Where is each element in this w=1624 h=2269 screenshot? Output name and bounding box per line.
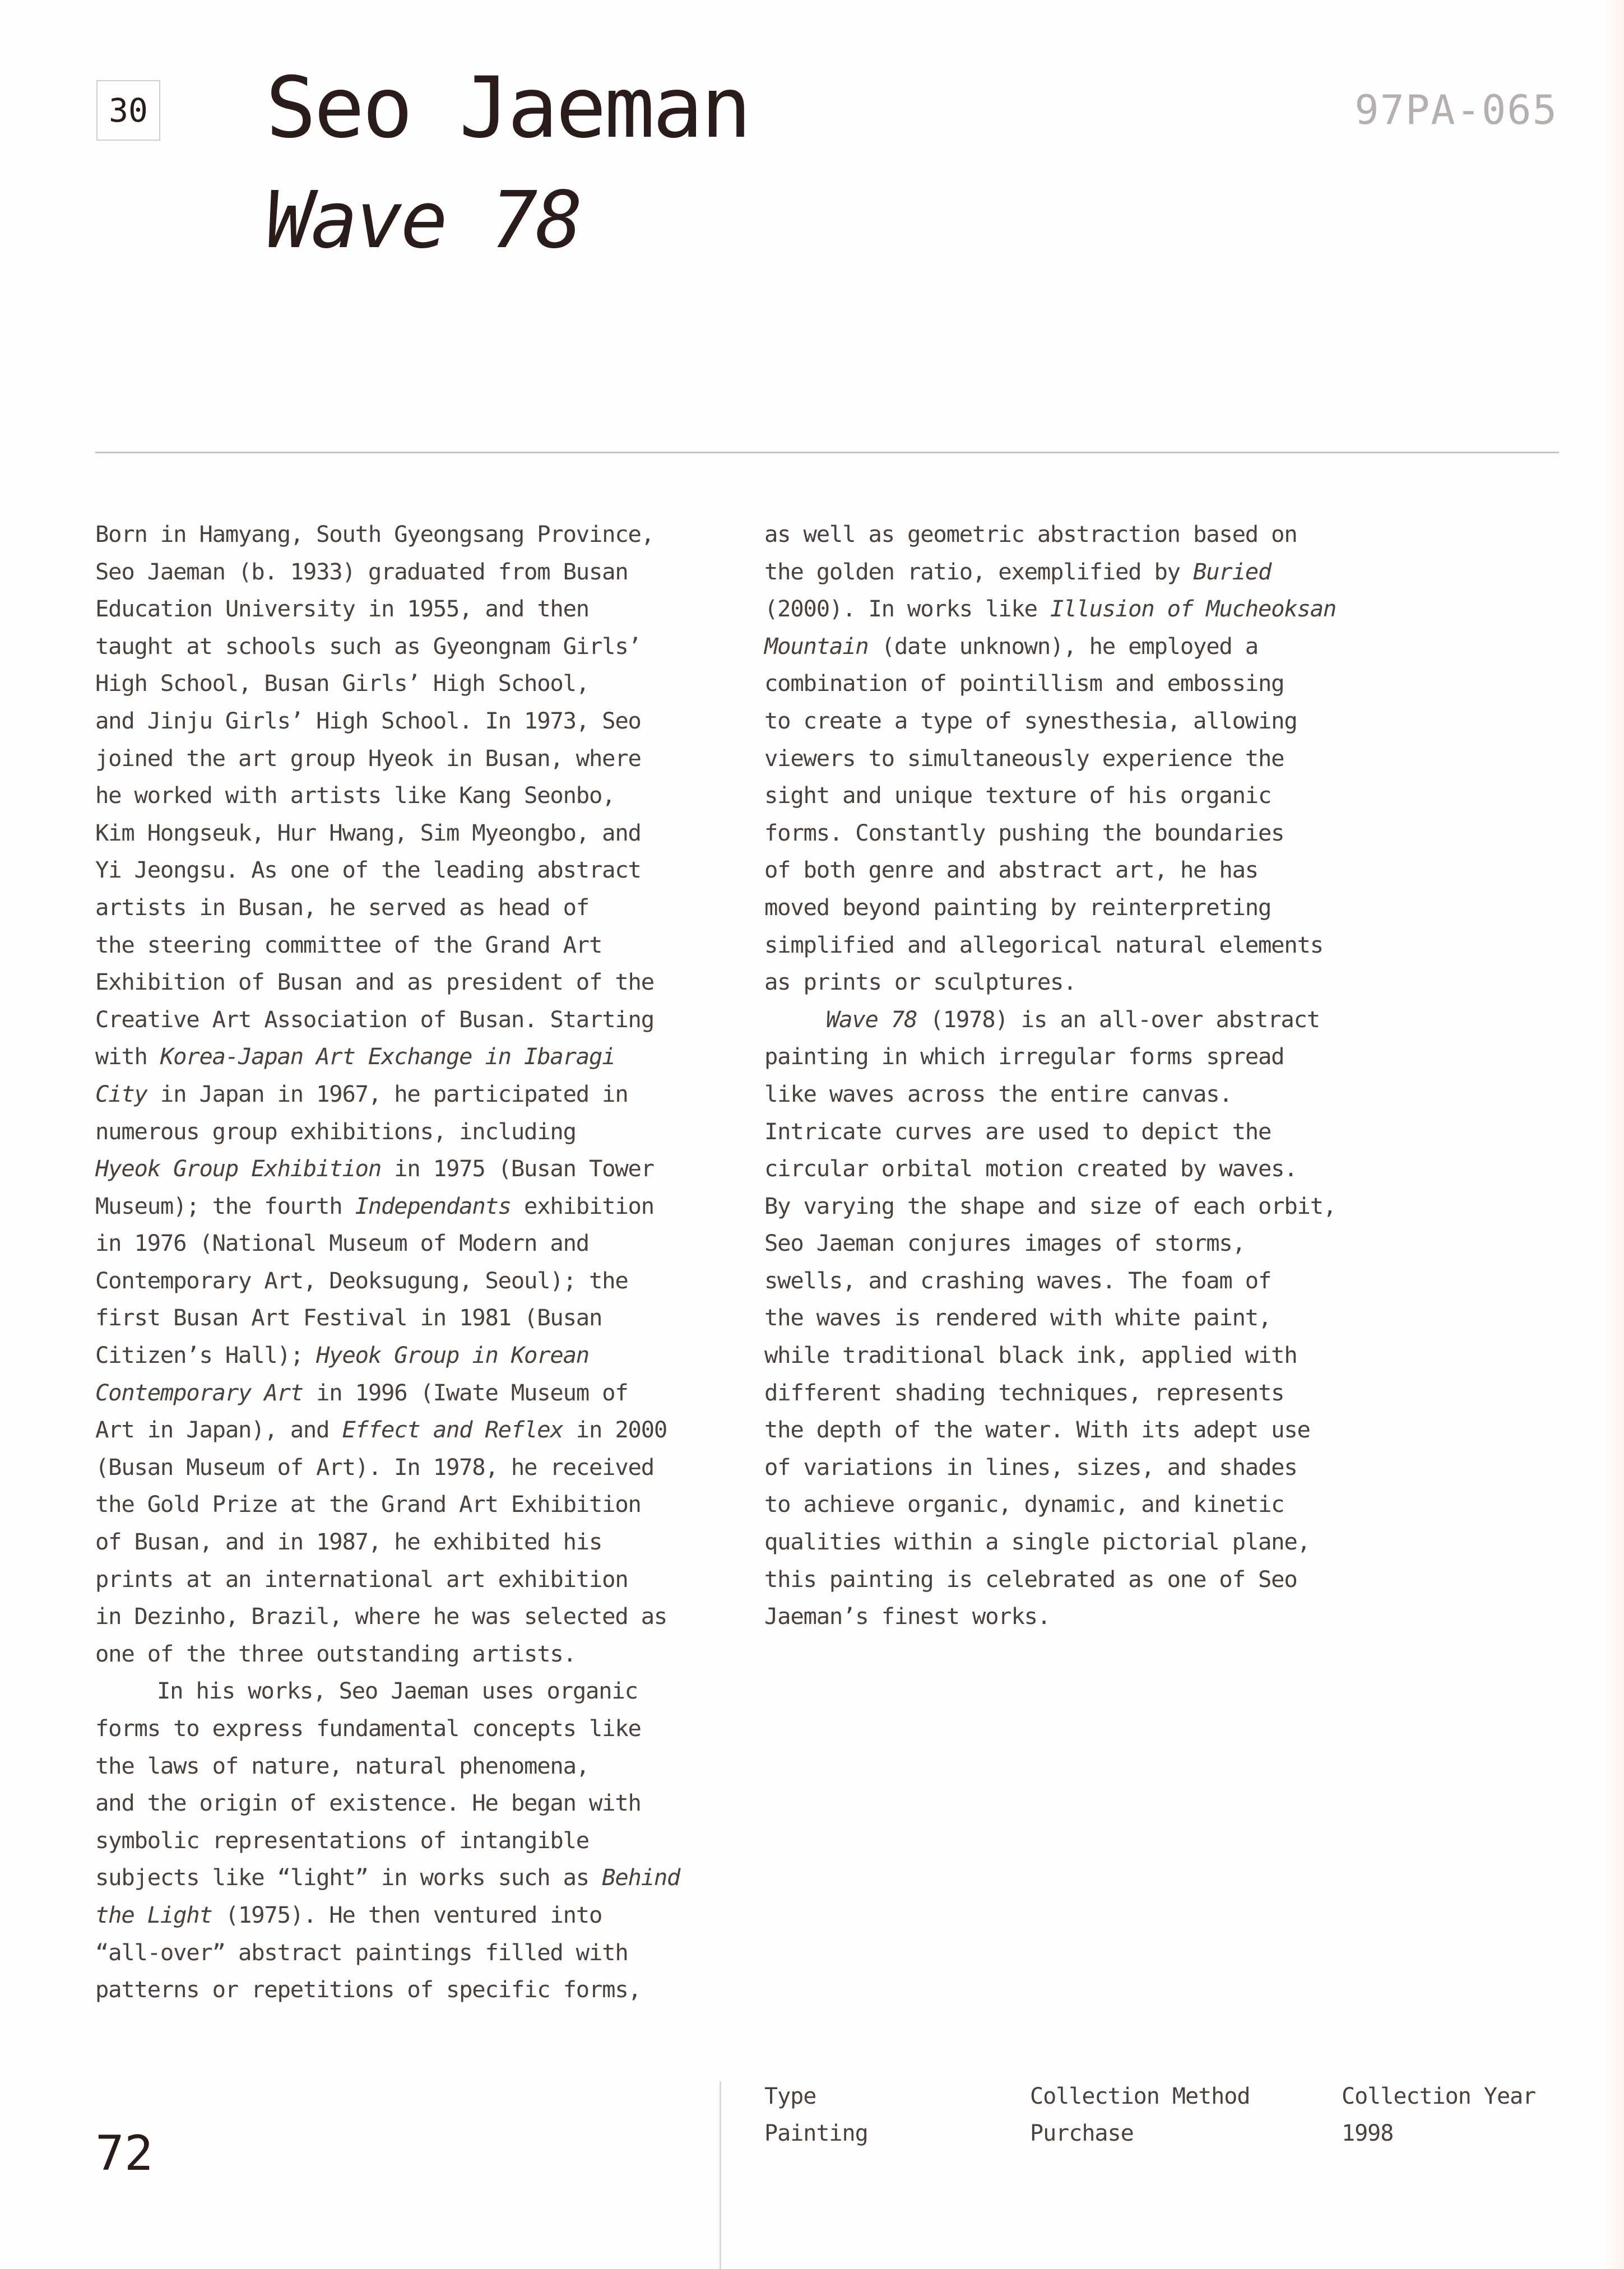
text-line xyxy=(95,926,757,964)
text-line xyxy=(95,1150,757,1187)
text-run: forms. Constantly pushing the boundaries xyxy=(764,819,1284,846)
text-line xyxy=(95,590,757,628)
text-run: (date unknown), he employed a xyxy=(868,632,1258,660)
text-run: the laws of nature, natural phenomena, xyxy=(95,1752,589,1779)
text-line xyxy=(95,702,757,740)
text-run: this painting is celebrated as one of Seo xyxy=(764,1565,1297,1593)
text-line xyxy=(95,777,757,814)
text-run: in 1975 (Busan Tower xyxy=(381,1155,654,1182)
text-line xyxy=(95,1299,757,1337)
text-line xyxy=(764,1374,1426,1412)
text-line xyxy=(764,1598,1426,1635)
text-run: of variations in lines, sizes, and shades xyxy=(764,1453,1297,1481)
text-line xyxy=(95,1523,757,1561)
text-run: Art in Japan), and xyxy=(95,1416,342,1444)
text-line xyxy=(95,1486,757,1523)
text-line xyxy=(764,1337,1426,1374)
text-run: sight and unique texture of his organic xyxy=(764,782,1272,809)
text-line xyxy=(95,1747,757,1785)
text-line xyxy=(764,1299,1426,1337)
text-run: in 1996 (Iwate Museum of xyxy=(303,1379,628,1406)
accession-number: 97PA-065 xyxy=(1354,86,1558,133)
footer-vertical-divider xyxy=(720,2081,721,2269)
text-run: painting in which irregular forms spread xyxy=(764,1043,1284,1070)
metadata-collection-year xyxy=(1342,2078,1535,2152)
text-line xyxy=(95,1934,757,1971)
text-run: Exhibition of Busan and as president of the xyxy=(95,968,654,996)
text-run: exhibition xyxy=(511,1192,654,1219)
text-run: (Busan Museum of Art). In 1978, he received xyxy=(95,1453,654,1481)
text-line xyxy=(95,1038,757,1075)
text-run: patterns or repetitions of specific forms, xyxy=(95,1976,641,2003)
text-run: (1978) is an all-over abstract xyxy=(917,1005,1320,1033)
text-line xyxy=(95,1635,757,1673)
text-line xyxy=(95,1971,757,2008)
italic-title-text: Independants xyxy=(355,1192,511,1219)
text-line xyxy=(95,1262,757,1300)
text-run: to create a type of synesthesia, allowing xyxy=(764,707,1297,734)
text-line xyxy=(764,1523,1426,1561)
text-line xyxy=(95,1113,757,1150)
text-line xyxy=(95,1822,757,1859)
text-line xyxy=(764,1486,1426,1523)
text-line xyxy=(764,1001,1426,1038)
text-run: forms to express fundamental concepts like xyxy=(95,1715,641,1742)
text-line xyxy=(764,1411,1426,1449)
text-run: he worked with artists like Kang Seonbo, xyxy=(95,782,615,809)
text-line xyxy=(764,740,1426,777)
italic-title-text: Contemporary Art xyxy=(95,1379,303,1406)
text-run: Creative Art Association of Busan. Starting xyxy=(95,1005,654,1033)
text-line xyxy=(95,1598,757,1635)
metadata-collection-method-label: Collection Method xyxy=(1030,2084,1250,2109)
text-line xyxy=(764,1561,1426,1598)
text-run: in Japan in 1967, he participated in xyxy=(147,1080,628,1107)
text-line xyxy=(95,814,757,852)
text-run: taught at schools such as Gyeongnam Girls’ xyxy=(95,632,641,660)
text-line xyxy=(764,851,1426,889)
text-line xyxy=(764,814,1426,852)
page-edge-shading xyxy=(1602,0,1624,2269)
text-run: the steering committee of the Grand Art xyxy=(95,931,602,958)
text-line xyxy=(95,740,757,777)
text-line xyxy=(764,1150,1426,1187)
text-run: qualities within a single pictorial plane, xyxy=(764,1528,1310,1556)
text-run: By varying the shape and size of each orbit, xyxy=(764,1192,1337,1219)
text-run: in 2000 xyxy=(563,1416,667,1444)
text-run: in 1976 (National Museum of Modern and xyxy=(95,1229,589,1257)
metadata-collection-year-label: Collection Year xyxy=(1342,2084,1536,2109)
italic-title-text: Korea-Japan Art Exchange in Ibaragi xyxy=(160,1043,615,1070)
text-line xyxy=(764,963,1426,1001)
italic-title-text: Effect and Reflex xyxy=(342,1416,563,1444)
text-run: In his works, Seo Jaeman uses organic xyxy=(157,1677,638,1705)
text-run: the waves is rendered with white paint, xyxy=(764,1304,1272,1331)
text-run: viewers to simultaneously experience the xyxy=(764,744,1284,772)
text-line xyxy=(764,628,1426,665)
text-run: and the origin of existence. He began with xyxy=(95,1789,641,1817)
text-run: Citizen’s Hall); xyxy=(95,1342,317,1369)
text-run: numerous group exhibitions, including xyxy=(95,1117,576,1145)
text-run: Kim Hongseuk, Hur Hwang, Sim Myeongbo, and xyxy=(95,819,641,846)
text-line xyxy=(95,1075,757,1113)
text-run: Jaeman’s finest works. xyxy=(764,1603,1051,1630)
italic-title-text: Buried xyxy=(1193,558,1272,585)
text-run: one of the three outstanding artists. xyxy=(95,1640,576,1667)
text-run: Contemporary Art, Deoksugung, Seoul); the xyxy=(95,1266,628,1294)
text-run: High School, Busan Girls’ High School, xyxy=(95,670,589,697)
text-line xyxy=(95,553,757,591)
text-line xyxy=(95,1710,757,1747)
text-line xyxy=(95,1187,757,1225)
text-run: Museum); the fourth xyxy=(95,1192,355,1219)
text-run: subjects like “light” in works such as xyxy=(95,1864,602,1891)
text-line xyxy=(95,1411,757,1449)
italic-title-text: Hyeok Group in Korean xyxy=(316,1342,589,1369)
text-run: Intricate curves are used to depict the xyxy=(764,1117,1272,1145)
italic-title-text: Mountain xyxy=(764,632,869,660)
text-run: symbolic representations of intangible xyxy=(95,1826,589,1854)
text-run: the depth of the water. With its adept use xyxy=(764,1416,1310,1444)
text-run: prints at an international art exhibition xyxy=(95,1565,628,1593)
text-line xyxy=(95,889,757,926)
body-text-right-column xyxy=(764,516,1426,1635)
text-run: different shading techniques, represents xyxy=(764,1379,1284,1406)
text-run: (1975). He then ventured into xyxy=(212,1901,602,1928)
metadata-type-value: Painting xyxy=(764,2120,868,2146)
metadata-collection-method-value: Purchase xyxy=(1030,2120,1134,2146)
text-run: like waves across the entire canvas. xyxy=(764,1080,1232,1107)
text-line xyxy=(95,851,757,889)
header-divider xyxy=(95,452,1559,453)
italic-title-text: Wave 78 xyxy=(826,1005,917,1033)
artist-name: Seo Jaeman xyxy=(266,59,750,157)
italic-title-text: Behind xyxy=(602,1864,680,1891)
text-run: Seo Jaeman conjures images of storms, xyxy=(764,1229,1245,1257)
text-line xyxy=(764,926,1426,964)
text-line xyxy=(95,1859,757,1896)
text-line xyxy=(764,1224,1426,1262)
text-run: Yi Jeongsu. As one of the leading abstract xyxy=(95,856,641,884)
text-run: of Busan, and in 1987, he exhibited his xyxy=(95,1528,602,1556)
text-run: Seo Jaeman (b. 1933) graduated from Busan xyxy=(95,558,628,585)
text-run: “all-over” abstract paintings filled with xyxy=(95,1938,628,1966)
text-line xyxy=(764,889,1426,926)
text-run: with xyxy=(95,1043,160,1070)
text-line xyxy=(95,1374,757,1412)
italic-title-text: Hyeok Group Exhibition xyxy=(95,1155,382,1182)
text-run: first Busan Art Festival in 1981 (Busan xyxy=(95,1304,602,1331)
text-run: of both genre and abstract art, he has xyxy=(764,856,1258,884)
text-line xyxy=(95,665,757,702)
text-line xyxy=(95,1449,757,1486)
italic-title-text: the Light xyxy=(95,1901,212,1928)
text-line xyxy=(764,702,1426,740)
text-line xyxy=(764,516,1426,553)
text-line xyxy=(95,1001,757,1038)
text-run: swells, and crashing waves. The foam of xyxy=(764,1266,1272,1294)
text-run: artists in Busan, he served as head of xyxy=(95,893,589,921)
text-line xyxy=(95,963,757,1001)
entry-number-badge: 30 xyxy=(96,80,160,141)
text-run: Education University in 1955, and then xyxy=(95,595,589,623)
text-run: in Dezinho, Brazil, where he was selected as xyxy=(95,1603,667,1630)
text-run: while traditional black ink, applied with xyxy=(764,1342,1297,1369)
metadata-collection-year-value: 1998 xyxy=(1342,2120,1394,2146)
text-line xyxy=(95,1672,757,1710)
page-number: 72 xyxy=(95,2126,154,2182)
text-line xyxy=(764,553,1426,591)
text-run: as well as geometric abstraction based on xyxy=(764,521,1297,547)
text-line xyxy=(95,1896,757,1934)
text-line xyxy=(764,665,1426,702)
text-line xyxy=(764,590,1426,628)
text-run: as prints or sculptures. xyxy=(764,968,1077,996)
text-line xyxy=(764,1262,1426,1300)
text-line xyxy=(95,1337,757,1374)
text-run: circular orbital motion created by waves. xyxy=(764,1155,1297,1182)
text-run: the golden ratio, exemplified by xyxy=(764,558,1194,585)
text-run: the Gold Prize at the Grand Art Exhibition xyxy=(95,1491,641,1518)
text-run: (2000). In works like xyxy=(764,595,1051,623)
text-line xyxy=(764,1038,1426,1075)
text-line xyxy=(95,1561,757,1598)
artwork-title: Wave 78 xyxy=(266,175,581,266)
text-line xyxy=(764,1187,1426,1225)
text-line xyxy=(764,1449,1426,1486)
italic-title-text: Illusion of Mucheoksan xyxy=(1050,595,1337,623)
text-run: combination of pointillism and embossing xyxy=(764,670,1284,697)
text-line xyxy=(95,1224,757,1262)
metadata-collection-method xyxy=(1030,2078,1250,2152)
italic-title-text: City xyxy=(95,1080,147,1107)
text-line xyxy=(764,777,1426,814)
text-line xyxy=(95,516,757,553)
body-text-left-column xyxy=(95,516,757,2008)
text-run: joined the art group Hyeok in Busan, where xyxy=(95,744,641,772)
text-line xyxy=(764,1075,1426,1113)
text-run: moved beyond painting by reinterpreting xyxy=(764,893,1272,921)
text-run: simplified and allegorical natural elements xyxy=(764,931,1323,958)
metadata-type-label: Type xyxy=(764,2084,816,2109)
text-line xyxy=(764,1113,1426,1150)
text-run: and Jinju Girls’ High School. In 1973, Seo xyxy=(95,707,641,734)
text-line xyxy=(95,628,757,665)
text-line xyxy=(95,1784,757,1822)
metadata-type xyxy=(764,2078,868,2152)
text-run: to achieve organic, dynamic, and kinetic xyxy=(764,1491,1284,1518)
text-run: Born in Hamyang, South Gyeongsang Province, xyxy=(95,521,654,547)
